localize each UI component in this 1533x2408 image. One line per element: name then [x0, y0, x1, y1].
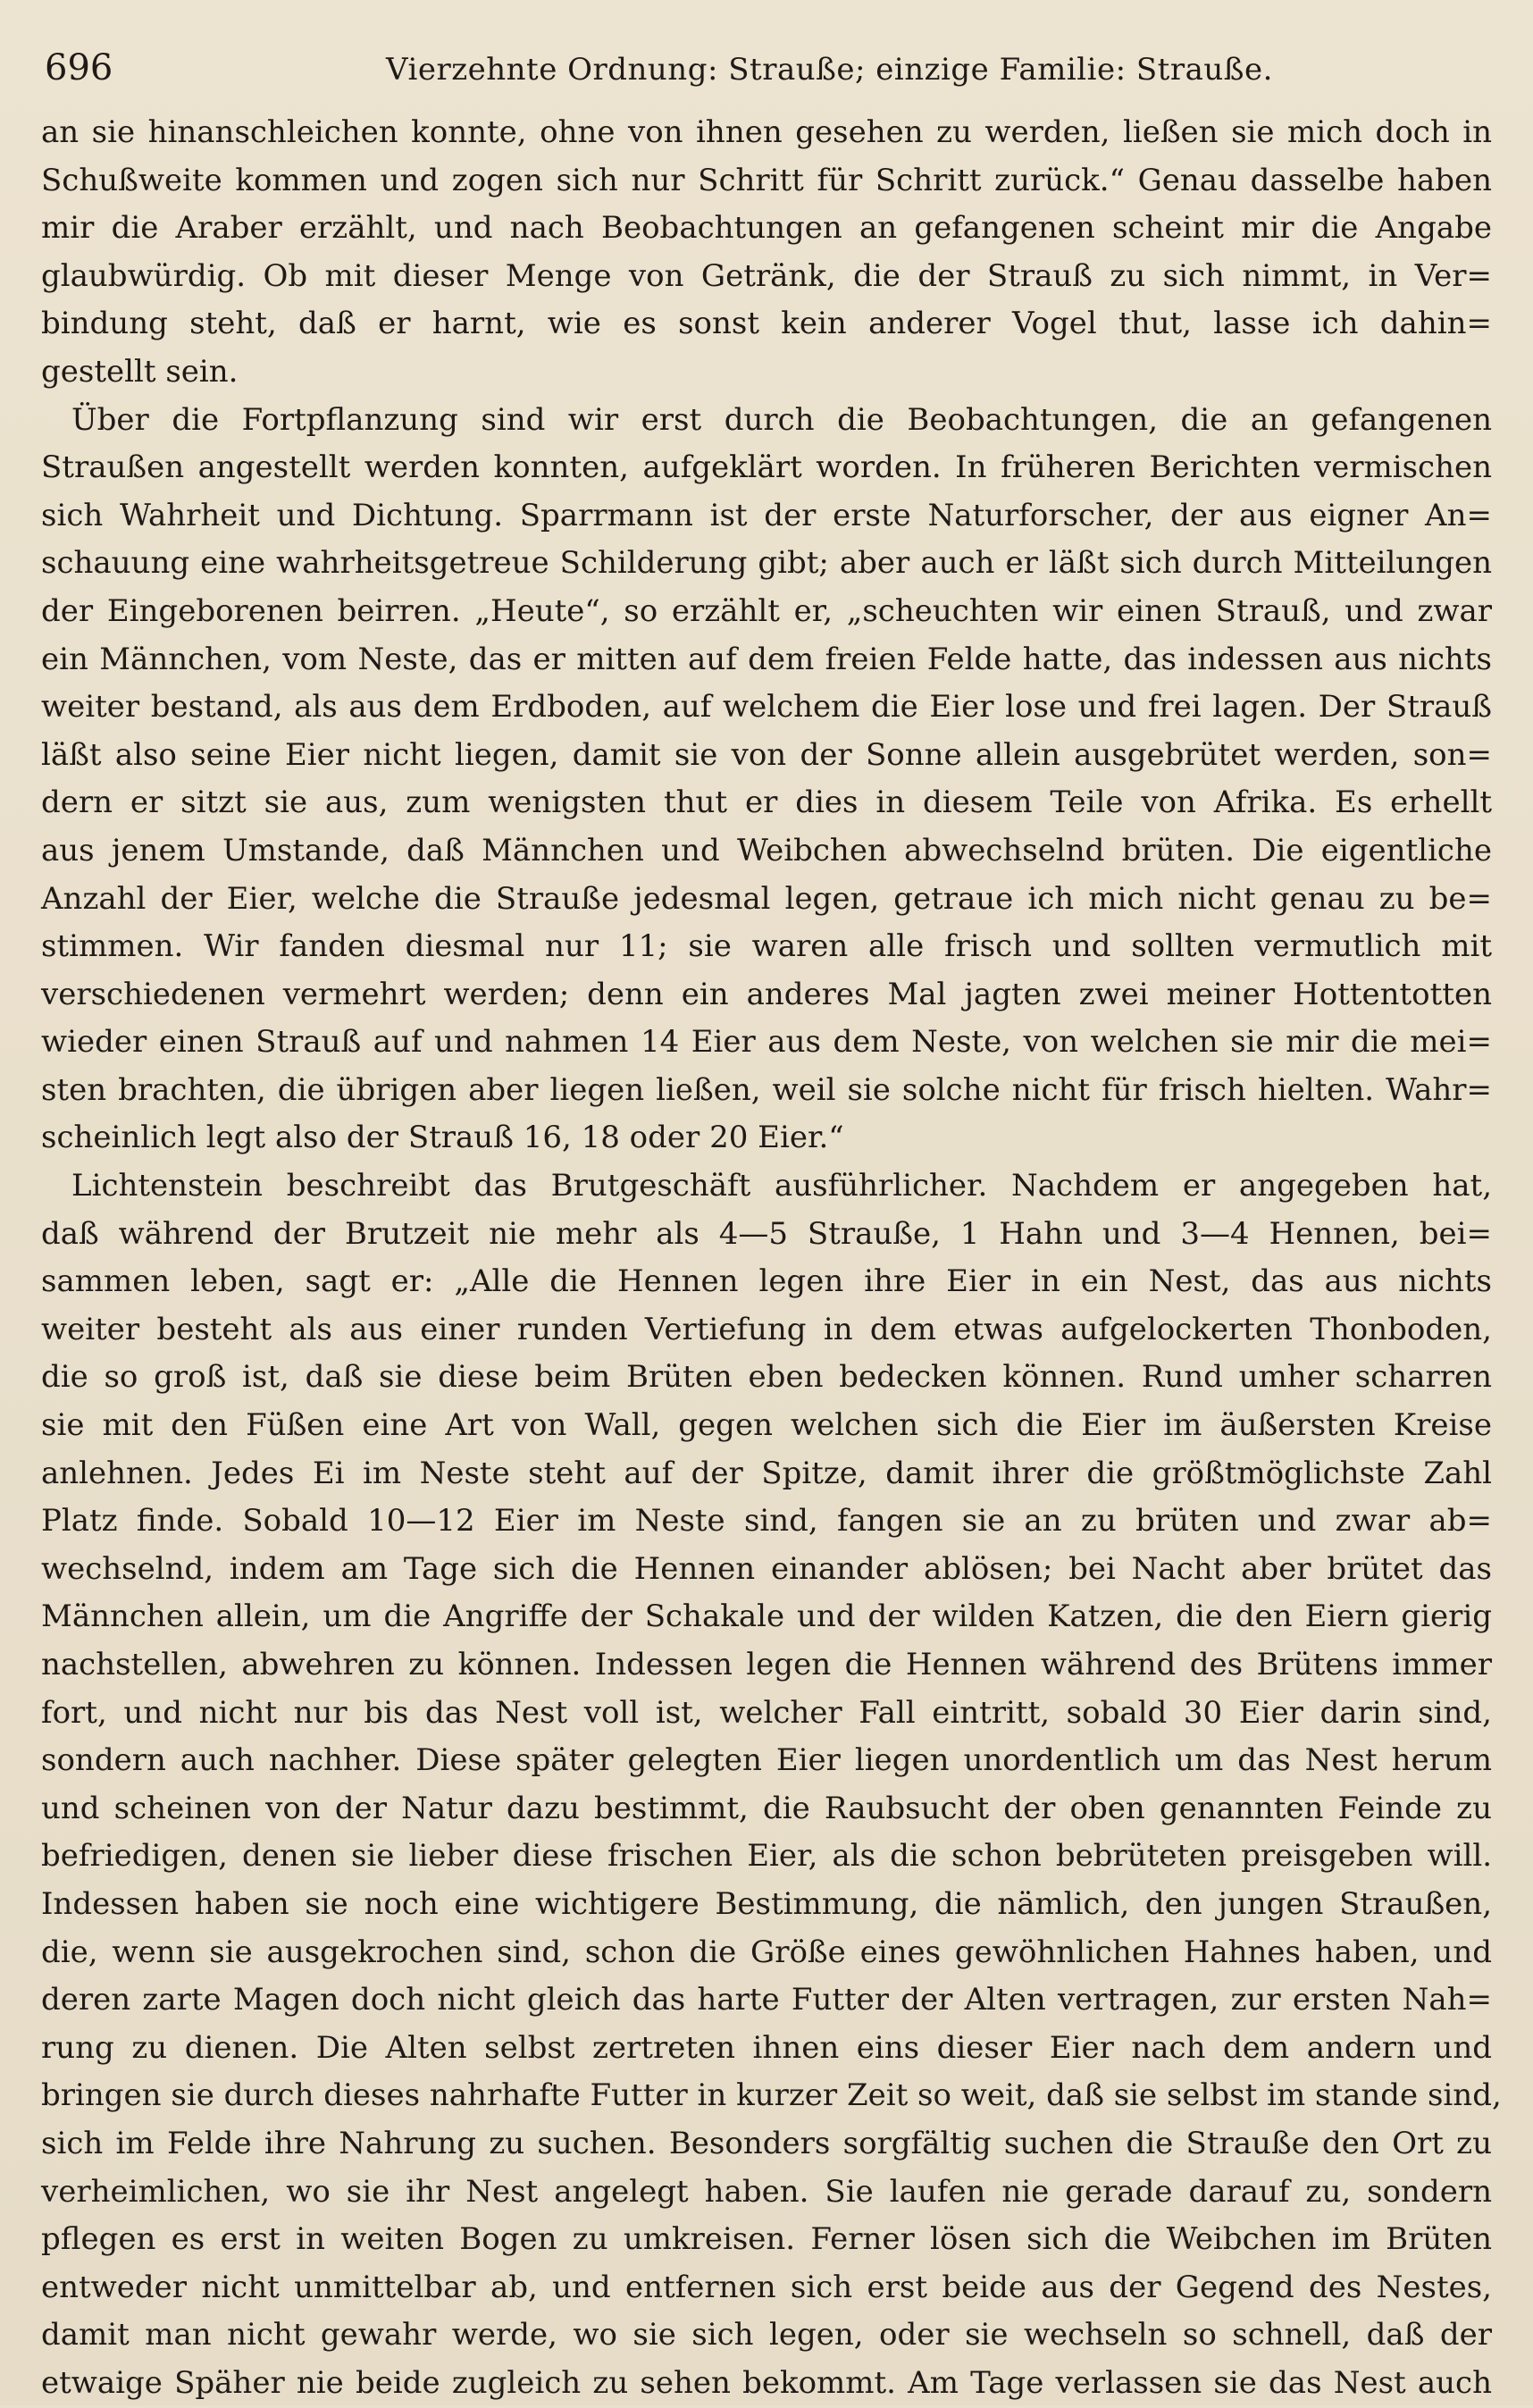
text-line: mir die Araber erzählt, und nach Beobachtungen an gefangenen scheint mir die Angabe [41, 210, 1492, 247]
text-line: daß während der Brutzeit nie mehr als 4—5 Strauße, 1 Hahn und 3—4 Hennen, bei= [41, 1215, 1492, 1252]
text-line: dern er sitzt sie aus, zum wenigsten thut er dies in diesem Teile von Afrika. Es erhellt [41, 784, 1492, 821]
text-line: sich Wahrheit und Dichtung. Sparrmann ist der erste Naturforscher, der aus eigner An= [41, 497, 1492, 533]
text-line: deren zarte Magen doch nicht gleich das harte Futter der Alten vertragen, zur ersten Nah= [41, 1982, 1492, 2018]
body-text [41, 109, 1502, 2408]
text-line: und scheinen von der Natur dazu bestimmt, die Raubsucht der oben genannten Feinde zu [41, 1790, 1492, 1826]
text-line: läßt also seine Eier nicht liegen, damit sie von der Sonne allein ausgebrütet werden, son= [41, 736, 1492, 773]
text-line: Über die Fortpflanzung sind wir erst durch die Beobachtungen, die an gefangenen [71, 401, 1492, 438]
text-line: Platz finde. Sobald 10—12 Eier im Neste sind, fangen sie an zu brüten und zwar ab= [41, 1503, 1492, 1540]
text-line: wechselnd, indem am Tage sich die Hennen einander ablösen; bei Nacht aber brütet das [41, 1550, 1492, 1587]
text-line: scheinlich legt also der Strauß 16, 18 oder 20 Eier.“ [41, 1120, 844, 1156]
page-header [41, 43, 1492, 100]
text-line: sten brachten, die übrigen aber liegen ließen, weil sie solche nicht für frisch hielten. Wahr= [41, 1071, 1492, 1108]
text-line: stimmen. Wir fanden diesmal nur 11; sie waren alle frisch und sollten vermutlich mit [41, 928, 1492, 965]
text-line: Lichtenstein beschreibt das Brutgeschäft ausführlicher. Nachdem er angegeben hat, [71, 1168, 1492, 1204]
text-line: wieder einen Strauß auf und nahmen 14 Eier aus dem Neste, von welchen sie mir die mei= [41, 1024, 1492, 1061]
text-line: bringen sie durch dieses nahrhafte Futter in kurzer Zeit so weit, daß sie selbst im stande sind, [41, 2077, 1502, 2114]
text-line: verschiedenen vermehrt werden; denn ein anderes Mal jagten zwei meiner Hottentotten [41, 976, 1492, 1012]
page-number: 696 [45, 47, 113, 88]
text-line: damit man nicht gewahr werde, wo sie sich legen, oder sie wechseln so schnell, daß der [41, 2317, 1492, 2353]
text-line: sammen leben, sagt er: „Alle die Hennen legen ihre Eier in ein Nest, das aus nichts [41, 1263, 1492, 1300]
text-line: ein Männchen, vom Neste, das er mitten auf dem freien Felde hatte, das indessen aus nichts [41, 641, 1492, 677]
text-line: weiter bestand, als aus dem Erdboden, auf welchem die Eier lose und frei lagen. Der Strauß [41, 689, 1492, 726]
running-head: Vierzehnte Ordnung: Strauße; einzige Familie: Strauße. [386, 52, 1273, 88]
text-line: Indessen haben sie noch eine wichtigere Bestimmung, die nämlich, den jungen Straußen, [41, 1885, 1492, 1922]
text-line: Männchen allein, um die Angriffe der Schakale und der wilden Katzen, die den Eiern gierig [41, 1598, 1492, 1635]
text-line: nachstellen, abwehren zu können. Indessen legen die Hennen während des Brütens immer [41, 1647, 1492, 1682]
text-line: glaubwürdig. Ob mit dieser Menge von Getränk, die der Strauß zu sich nimmt, in Ver= [41, 257, 1492, 294]
text-line: entweder nicht unmittelbar ab, und entfernen sich erst beide aus der Gegend des Nestes, [41, 2269, 1492, 2305]
text-line: verheimlichen, wo sie ihr Nest angelegt haben. Sie laufen nie gerade darauf zu, sondern [41, 2173, 1492, 2210]
text-line: fort, und nicht nur bis das Nest voll ist, welcher Fall eintritt, sobald 30 Eier darin sind, [41, 1694, 1492, 1731]
text-line: an sie hinanschleichen konnte, ohne von ihnen gesehen zu werden, ließen sie mich doch in [41, 114, 1492, 150]
text-line: befriedigen, denen sie lieber diese frischen Eier, als die schon bebrüteten preisgeben will. [41, 1838, 1492, 1875]
text-line: rung zu dienen. Die Alten selbst zertreten ihnen eins dieser Eier nach dem andern und [41, 2029, 1492, 2066]
text-line: sie mit den Füßen eine Art von Wall, gegen welchen sich die Eier im äußersten Kreise [41, 1407, 1492, 1444]
text-line: aus jenem Umstande, daß Männchen und Weibchen abwechselnd brüten. Die eigentliche [41, 832, 1492, 868]
text-line: weiter besteht als aus einer runden Vertiefung in dem etwas aufgelockerten Thonboden, [41, 1311, 1492, 1347]
text-line: anlehnen. Jedes Ei im Neste steht auf der Spitze, damit ihrer die größtmöglichste Zahl [41, 1455, 1492, 1491]
text-line: bindung steht, daß er harnt, wie es sonst kein anderer Vogel thut, lasse ich dahin= [41, 306, 1492, 342]
text-line: pflegen es erst in weiten Bogen zu umkreisen. Ferner lösen sich die Weibchen im Brüten [41, 2221, 1492, 2258]
text-line: Straußen angestellt werden konnten, aufgeklärt worden. In früheren Berichten vermischen [41, 449, 1492, 486]
text-line: der Eingeborenen beirren. „Heute“, so erzählt er, „scheuchten wir einen Strauß, und zwar [41, 592, 1492, 629]
text-line: sondern auch nachher. Diese später gelegten Eier liegen unordentlich um das Nest herum [41, 1742, 1492, 1779]
text-line: die, wenn sie ausgekrochen sind, schon die Größe eines gewöhnlichen Hahnes haben, und [41, 1934, 1492, 1970]
text-line: gestellt sein. [41, 353, 239, 390]
text-line: Schußweite kommen und zogen sich nur Schritt für Schritt zurück.“ Genau dasselbe haben [41, 162, 1492, 198]
text-line: schauung eine wahrheitsgetreue Schilderung gibt; aber auch er läßt sich durch Mitteilungen [41, 545, 1492, 582]
text-line: etwaige Späher nie beide zugleich zu sehen bekommt. Am Tage verlassen sie das Nest auch [41, 2364, 1492, 2401]
text-line: die so groß ist, daß sie diese beim Brüten eben bedecken können. Rund umher scharren [41, 1359, 1492, 1396]
text-line: sich im Felde ihre Nahrung zu suchen. Besonders sorgfältig suchen die Strauße den Ort zu [41, 2125, 1492, 2161]
text-line: Anzahl der Eier, welche die Strauße jedesmal legen, getraue ich mich nicht genau zu be= [41, 880, 1492, 917]
